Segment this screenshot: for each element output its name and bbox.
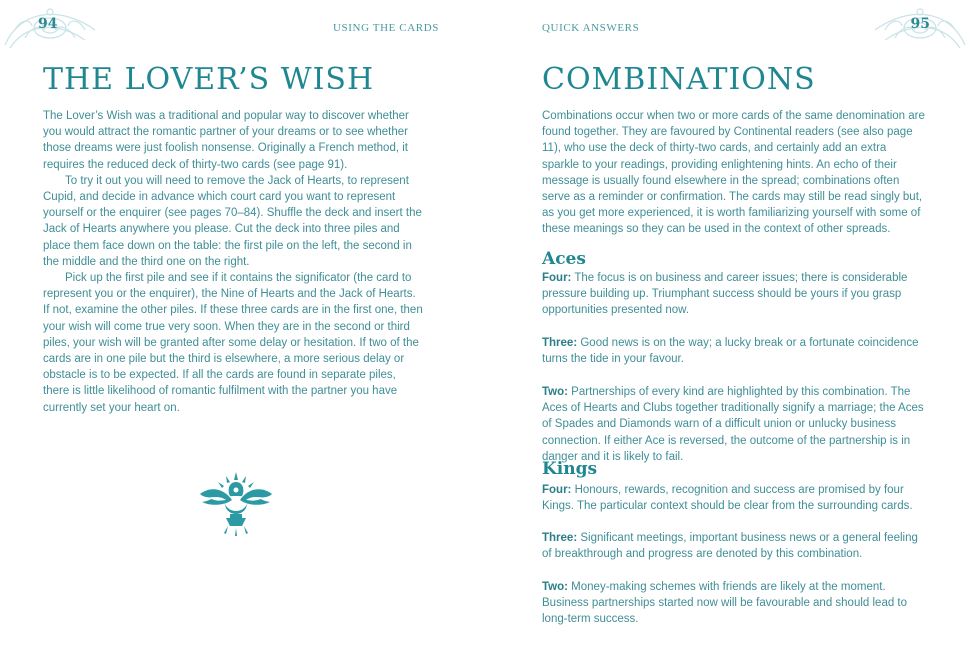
entry-label: Two:: [542, 386, 568, 398]
entry-text: Partnerships of every kind are highlighted by this combination. The Aces of Hearts and Clubs together traditionally signify a marriage; the Aces of Spades and Diamonds warn of a difficult union or unlucky business connection. If either Ace is reversed, the outcome of the partnership is in danger and it is likely to fail.: [542, 386, 924, 463]
page-title: THE LOVER’S WISH: [43, 62, 375, 97]
entry-text: Significant meetings, important business news or a general feeling of breakthrough and progress are denoted by this combination.: [542, 532, 918, 561]
intro-paragraph: Combinations occur when two or more cards of the same denomination are found together. They are favoured by Continental readers (see also page 11), who use the deck of thirty-two cards, and certainly add an extra sparkle to your readings, providing enlightening hints. An echo of their message is usually found elsewhere in the spread; combinations often serve as a reminder or confirmation. The cards may still be read singly but, as you get more experienced, it is worth familiarizing yourself with some of these meanings so they can be used in the context of other spreads.: [542, 110, 925, 236]
entry-kings-four: [542, 482, 926, 514]
page-number: 94: [38, 16, 58, 32]
paragraph: Pick up the first pile and see if it contains the significator (the card to represent you or the enquirer), the Nine of Hearts and the Jack of Hearts. If not, examine the other piles. If these three cards are in the first one, then your wish will come true very soon. When they are in the second or third piles, your wish will be granted after some delay or hesitation. If two of the cards are in one pile but the third is elsewhere, a more serious delay or obstacle is to be expected. If all the cards are found in separate piles, there is little likelihood of romantic fulfilment with the partner you have currently set your heart on.: [43, 272, 423, 414]
winged-lamp-icon: [196, 468, 276, 540]
entry-aces-four: [542, 270, 926, 319]
running-head: QUICK ANSWERS: [542, 22, 640, 34]
entry-label: Four:: [542, 272, 572, 284]
section-heading-kings: Kings: [542, 459, 598, 479]
section-heading-aces: Aces: [542, 249, 586, 269]
entry-label: Three:: [542, 532, 578, 544]
entry-text: Money-making schemes with friends are likely at the moment. Business partnerships started now will be favourable and should lead to long-term success.: [542, 581, 908, 626]
entry-text: The focus is on business and career issues; there is considerable pressure building up. Triumphant success should be yours if you grasp opportunities presented now.: [542, 272, 908, 317]
entry-label: Two:: [542, 581, 568, 593]
paragraph: The Lover’s Wish was a traditional and popular way to discover whether you would attract the romantic partner of your dreams or to see whether those dreams were just foolish nonsense. Originally a French method, it requires the reduced deck of thirty-two cards (see page 91).: [43, 110, 409, 171]
entry-label: Three:: [542, 337, 578, 349]
entry-text: Good news is on the way; a lucky break or a fortunate coincidence turns the tide in your favour.: [542, 337, 919, 366]
entry-aces-three: [542, 335, 926, 367]
right-page: [485, 0, 970, 665]
entry-kings-three: [542, 530, 926, 562]
body-text: [43, 108, 423, 416]
paragraph: To try it out you will need to remove the Jack of Hearts, to represent Cupid, and decide in advance which court card you want to represent yourself or the enquirer (see pages 70–84). Shuffle the deck and insert the Jack of Hearts anywhere you please. Cut the deck into three piles and place them face down on the table: the first pile on the left, the second in the middle and the third one on the right.: [43, 174, 422, 268]
entry-label: Four:: [542, 484, 572, 496]
page-title: COMBINATIONS: [542, 62, 816, 97]
running-head: USING THE CARDS: [333, 22, 439, 34]
entry-text: Honours, rewards, recognition and success are promised by four Kings. The particular context should be clear from the surrounding cards.: [542, 484, 913, 513]
entry-aces-two: [542, 384, 926, 465]
entry-kings-two: [542, 579, 926, 628]
page-number: 95: [910, 16, 930, 32]
